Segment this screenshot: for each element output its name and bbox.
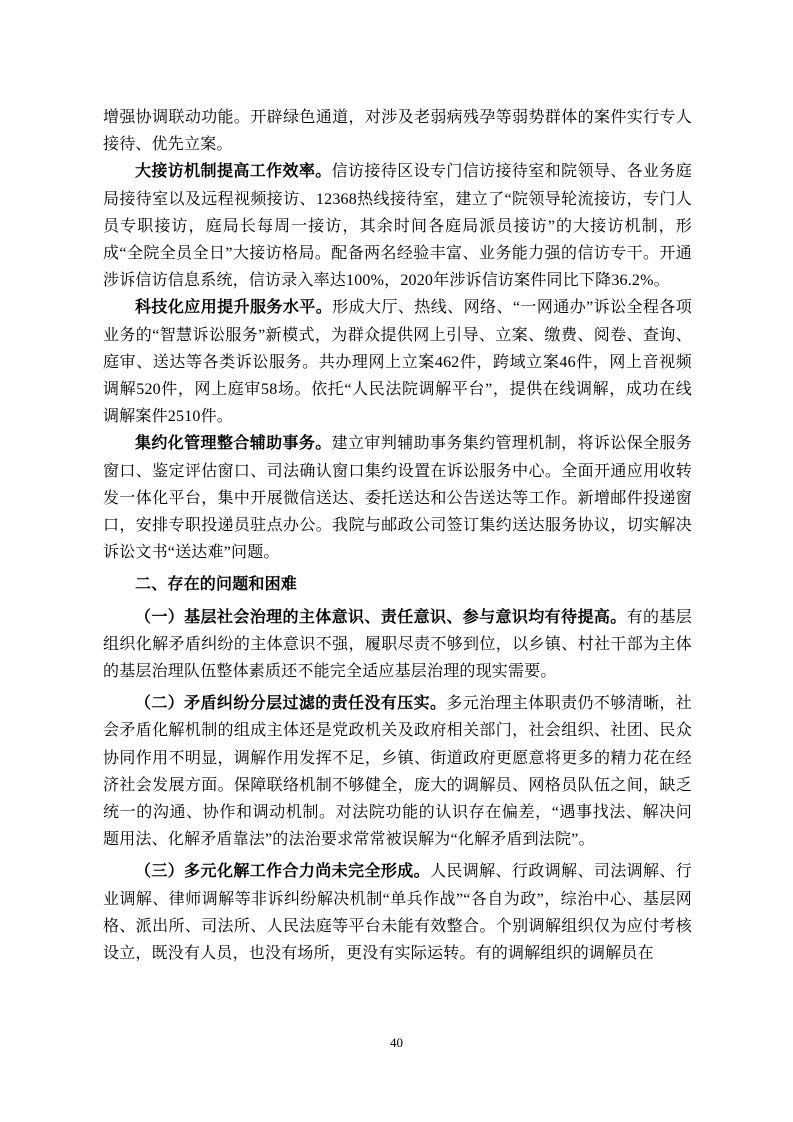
paragraph-text: 增强协调联动功能。开辟绿色通道，对涉及老弱病残孕等弱势群体的案件实行专人接待、优先立案。 — [103, 109, 692, 154]
paragraph-text: 多元治理主体职责仍不够清晰，社会矛盾化解机制的组成主体还是党政机关及政府相关部门，社会组织、社团、民众协同作用不明显，调解作用发挥不足，乡镇、街道政府更愿意将更多的精力花在经济社会发展方面。保障联络机制不够健全，庞大的调解员、网格员队伍之间，缺乏统一的沟通、协作和调动机制。对法院功能的认识存在偏差，“遇事找法、解决问题用法、化解矛盾靠法”的法治要求常常被误解为“化解矛盾到法院”。 — [103, 695, 692, 849]
paragraph-lead: 大接访机制提高工作效率。 — [135, 163, 332, 181]
paragraph-lead: （一）基层社会治理的主体意识、责任意识、参与意识均有待提高。 — [135, 608, 627, 626]
section-heading — [103, 571, 692, 598]
page-body — [103, 104, 692, 967]
paragraph-continuation — [103, 104, 692, 158]
paragraph-issue-one — [103, 604, 692, 686]
paragraph-lead: 科技化应用提升服务水平。 — [135, 299, 333, 317]
paragraph-issue-two — [103, 690, 692, 853]
paragraph-text: 建立审判辅助事务集约管理机制，将诉讼保全服务窗口、鉴定评估窗口、司法确认窗口集约设置在诉讼服务中心。全面开通应用收转发一体化平台，集中开展微信送达、委托送达和公告送达等工作。新增邮件投递窗口，安排专职投递员驻点办公。我院与邮政公司签订集约送达服务协议，切实解决诉讼文书“送达难”问题。 — [103, 435, 692, 562]
paragraph-reception-mechanism — [103, 158, 692, 294]
paragraph-lead: （三）多元化解工作合力尚未完全形成。 — [135, 863, 430, 881]
paragraph-text: 有的基层组织化解矛盾纠纷的主体意识不强，履职尽责不够到位，以乡镇、村社干部为主体的基层治理队伍整体素质还不能完全适应基层治理的现实需要。 — [103, 608, 692, 681]
paragraph-text: 形成大厅、热线、网络、“一网通办”诉讼全程各项业务的“智慧诉讼服务”新模式，为群众提供网上引导、立案、缴费、阅卷、查询、庭审、送达等各类诉讼服务。共办理网上立案462件，跨域立案46件，网上音视频调解520件，网上庭审58场。依托“人民法院调解平台”，提供在线调解，成功在线调解案件2510件。 — [103, 299, 692, 426]
paragraph-issue-three — [103, 858, 692, 967]
paragraph-text: 人民调解、行政调解、司法调解、行业调解、律师调解等非诉纠纷解决机制“单兵作战”“各自为政”，综治中心、基层网格、派出所、司法所、人民法庭等平台未能有效整合。个别调解组织仅为应付考核设立，既没有人员，也没有场所，更没有实际运转。有的调解组织的调解员在 — [103, 863, 692, 963]
section-heading-text: 二、存在的问题和困难 — [135, 576, 298, 594]
page-number: 40 — [390, 1035, 403, 1050]
paragraph-lead: 集约化管理整合辅助事务。 — [135, 435, 332, 453]
paragraph-lead: （二）矛盾纠纷分层过滤的责任没有压实。 — [135, 695, 447, 713]
paragraph-text: 信访接待区设专门信访接待室和院领导、各业务庭局接待室以及远程视频接访、12368热线接待室，建立了“院领导轮流接访，专门人员专职接访，庭局长每周一接访，其余时间各庭局派员接访”的大接访机制，形成“全院全员全日”大接访格局。配备两名经验丰富、业务能力强的信访专干。开通涉诉信访信息系统，信访录入率达100%，2020年涉诉信访案件同比下降36.2%。 — [103, 163, 692, 290]
paragraph-technology-service — [103, 294, 692, 430]
paragraph-centralized-management — [103, 430, 692, 566]
